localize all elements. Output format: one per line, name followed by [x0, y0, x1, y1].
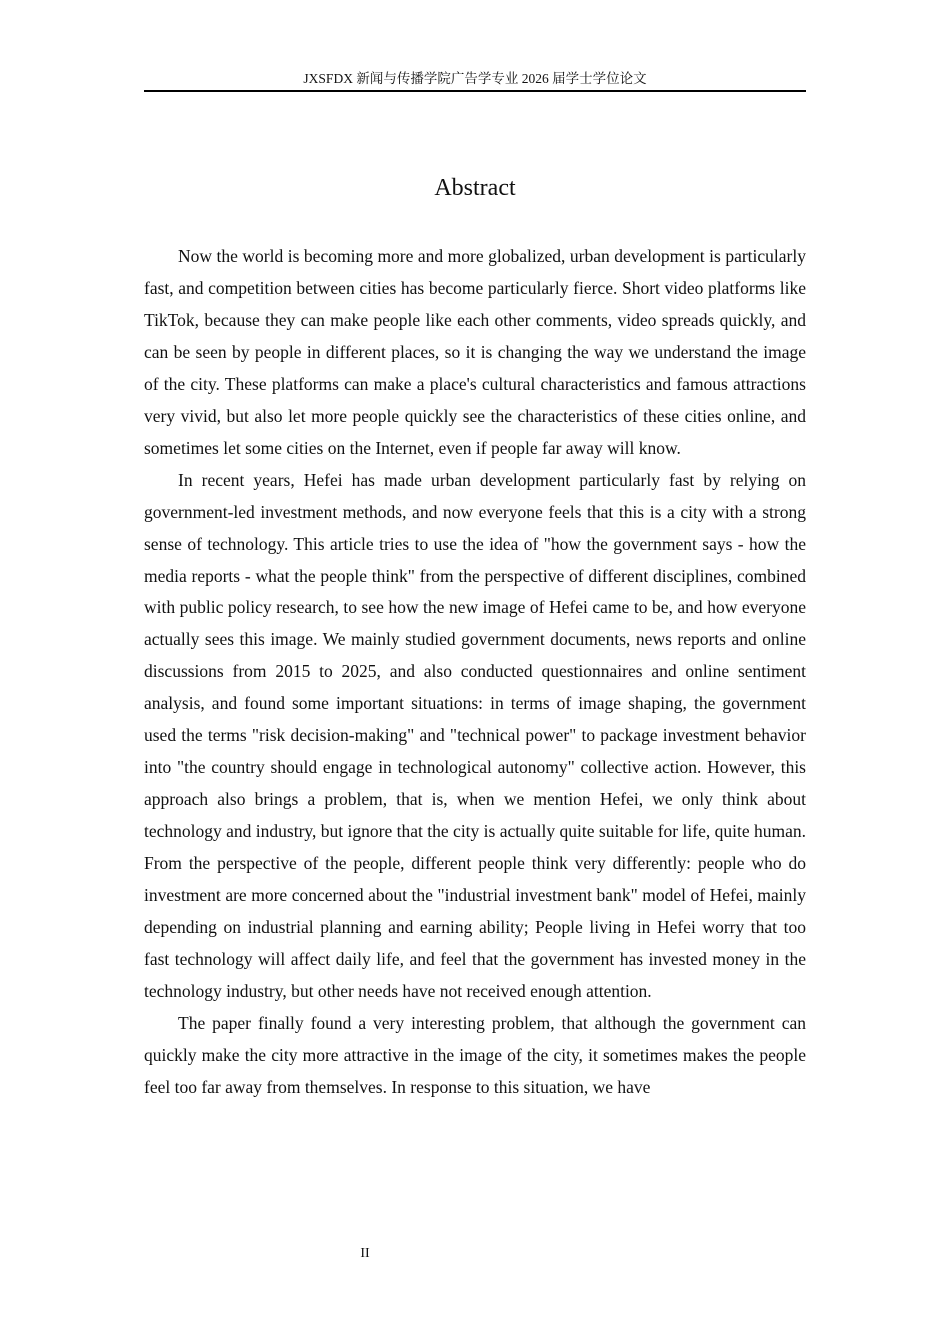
- abstract-title: Abstract: [434, 175, 516, 201]
- running-header-text: JXSFDX 新闻与传播学院广告学专业 2026 届学士学位论文: [303, 71, 647, 86]
- abstract-body: [144, 241, 806, 1104]
- abstract-paragraph-1: Now the world is becoming more and more globalized, urban development is particularly fast, and competition between cities has become particularly fierce. Short video platforms like TikTok, because they can make people like each other comments, video spreads quickly, and can be seen by people in different places, so it is changing the way we understand the image of the city. These platforms can make a place's cultural characteristics and famous attractions very vivid, but also let more people quickly see the characteristics of these cities online, and sometimes let some cities on the Internet, even if people far away will know.: [144, 246, 806, 458]
- page-number: II: [360, 1246, 370, 1261]
- abstract-paragraph-2: In recent years, Hefei has made urban development particularly fast by relying on government-led investment methods, and now everyone feels that this is a city with a strong sense of technology. This article tries to use the idea of "how the government says - how the media reports - what the people think" from the perspective of different disciplines, combined with public policy research, to see how the new image of Hefei came to be, and how everyone actually sees this image. We mainly studied government documents, news reports and online discussions from 2015 to 2025, and also conducted questionnaires and online sentiment analysis, and found some important situations: in terms of image shaping, the government used the terms "risk decision-making" and "technical power" to package investment behavior into "the country should engage in technological autonomy" collective action. However, this approach also brings a problem, that is, when we mention Hefei, we only think about technology and industry, but ignore that the city is actually quite suitable for life, quite human. From the perspective of the people, different people think very differently: people who do investment are more concerned about the "industrial investment bank" model of Hefei, mainly depending on industrial planning and earning ability; People living in Hefei worry that too fast technology will affect daily life, and feel that the government has invested money in the technology industry, but other needs have not received enough attention.: [144, 469, 806, 1001]
- abstract-paragraph-3: The paper finally found a very interesting problem, that although the government can quickly make the city more attractive in the image of the city, it sometimes makes the people feel too far away from themselves. In response to this situation, we have: [144, 1012, 806, 1097]
- running-header: [144, 70, 806, 92]
